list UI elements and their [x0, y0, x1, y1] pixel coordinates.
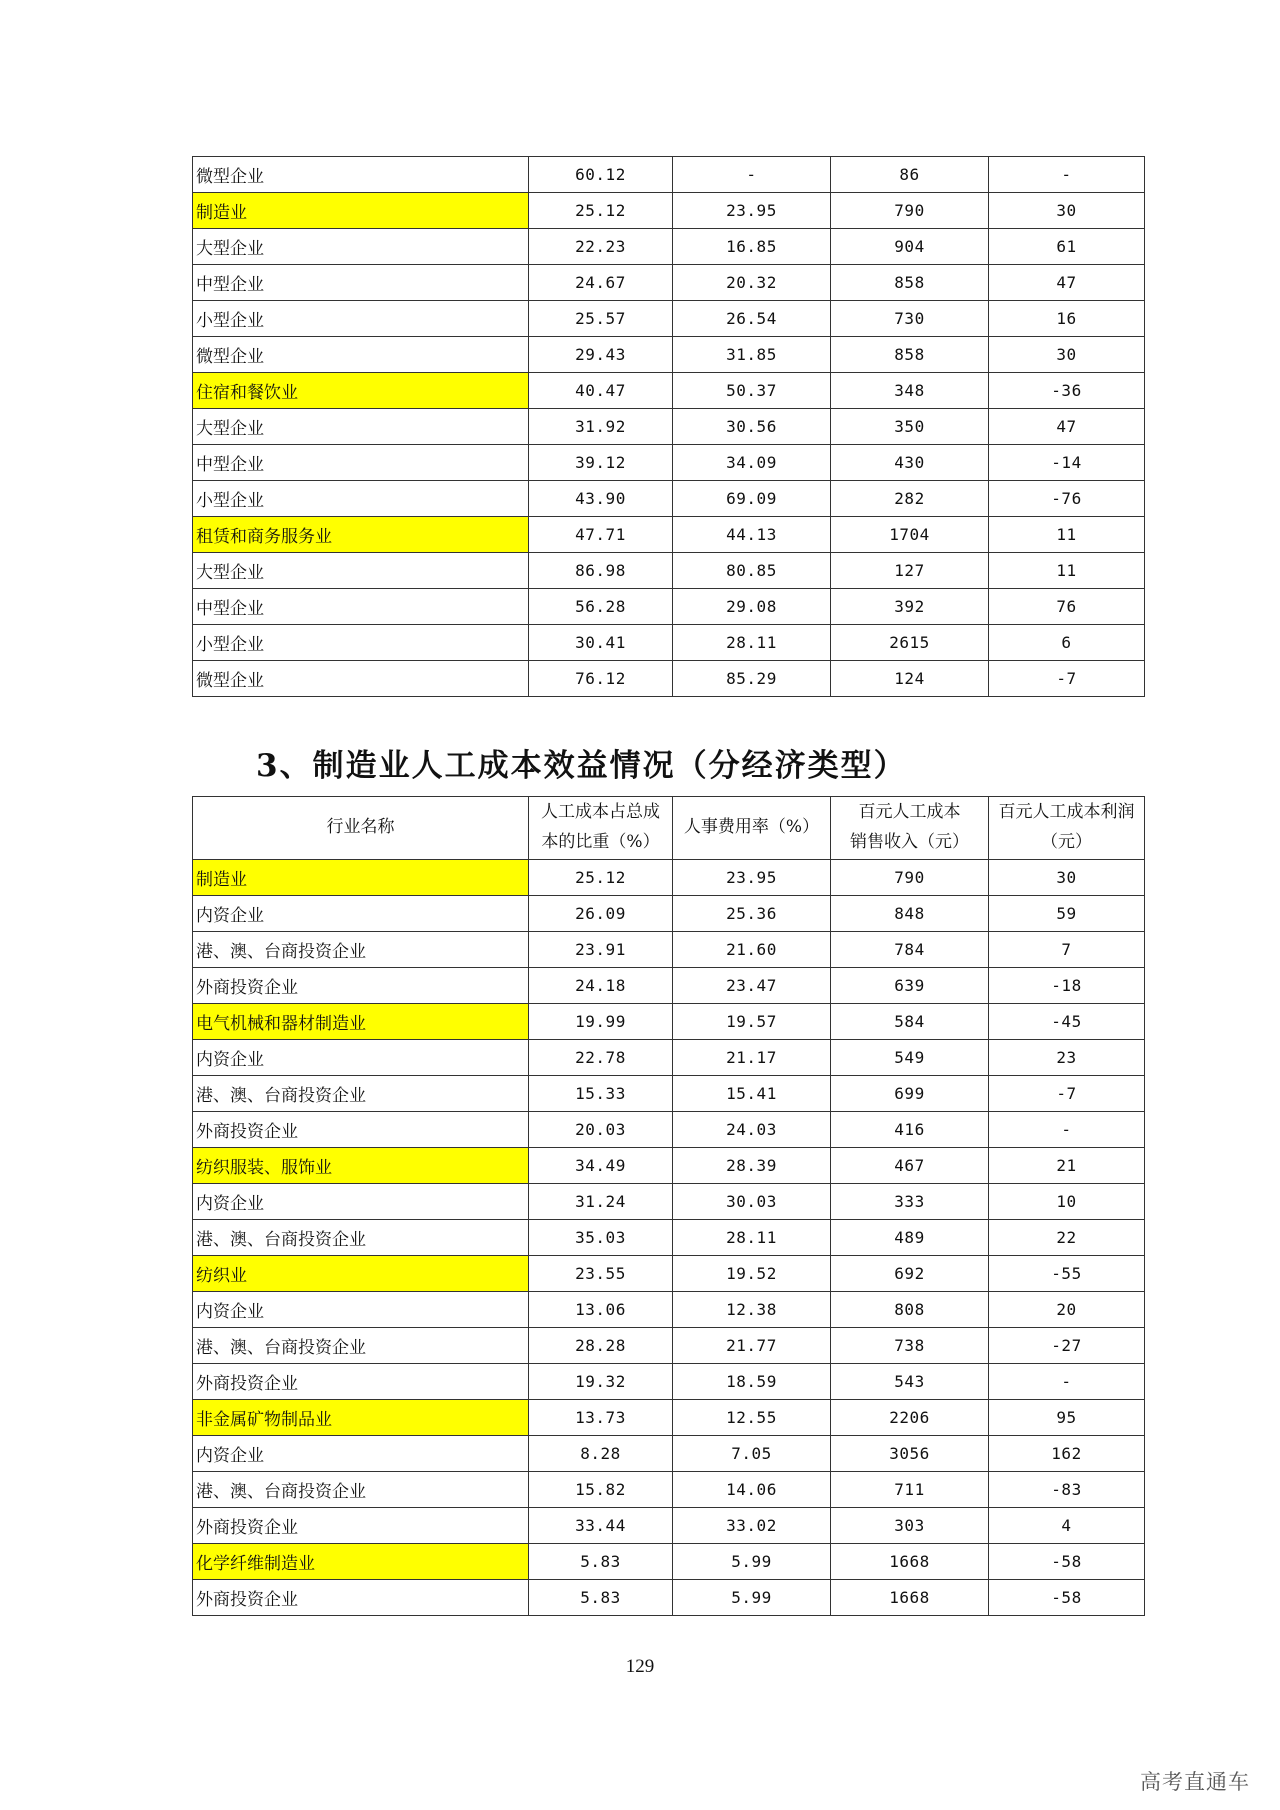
row-value-cell: 19.32: [529, 1364, 673, 1400]
row-name-cell: 大型企业: [193, 409, 529, 445]
row-value-cell: 44.13: [673, 517, 831, 553]
row-name-cell: 化学纤维制造业: [193, 1544, 529, 1580]
row-value-cell: 26.54: [673, 301, 831, 337]
row-value-cell: 22.78: [529, 1040, 673, 1076]
row-value-cell: 333: [831, 1184, 989, 1220]
row-value-cell: 33.44: [529, 1508, 673, 1544]
table-row: [193, 265, 1145, 301]
row-value-cell: 56.28: [529, 589, 673, 625]
table-row: [193, 301, 1145, 337]
row-value-cell: 20: [989, 1292, 1145, 1328]
row-value-cell: 29.08: [673, 589, 831, 625]
row-name-cell: 制造业: [193, 193, 529, 229]
row-value-cell: -: [989, 1112, 1145, 1148]
table-row: [193, 409, 1145, 445]
table-row: [193, 968, 1145, 1004]
row-value-cell: -: [989, 1364, 1145, 1400]
row-name-cell: 内资企业: [193, 896, 529, 932]
row-value-cell: 40.47: [529, 373, 673, 409]
row-value-cell: -14: [989, 445, 1145, 481]
row-value-cell: 790: [831, 860, 989, 896]
row-value-cell: 80.85: [673, 553, 831, 589]
table-row: [193, 1472, 1145, 1508]
row-value-cell: 20.32: [673, 265, 831, 301]
row-value-cell: 47: [989, 409, 1145, 445]
row-value-cell: 33.02: [673, 1508, 831, 1544]
row-value-cell: 15.41: [673, 1076, 831, 1112]
row-value-cell: 15.82: [529, 1472, 673, 1508]
row-name-cell: 中型企业: [193, 265, 529, 301]
row-value-cell: 858: [831, 337, 989, 373]
row-value-cell: 7: [989, 932, 1145, 968]
table-row: [193, 589, 1145, 625]
table-row: [193, 373, 1145, 409]
header-sales-per-100-labor-cost: [831, 797, 989, 860]
row-value-cell: 430: [831, 445, 989, 481]
row-value-cell: 28.11: [673, 625, 831, 661]
header-profit-per-100-labor-cost: [989, 797, 1145, 860]
row-value-cell: 30: [989, 337, 1145, 373]
row-value-cell: 124: [831, 661, 989, 697]
row-name-cell: 港、澳、台商投资企业: [193, 932, 529, 968]
row-value-cell: 467: [831, 1148, 989, 1184]
row-value-cell: 12.38: [673, 1292, 831, 1328]
row-value-cell: 15.33: [529, 1076, 673, 1112]
row-value-cell: 6: [989, 625, 1145, 661]
row-name-cell: 内资企业: [193, 1436, 529, 1472]
row-value-cell: 29.43: [529, 337, 673, 373]
section-title: 3、制造业人工成本效益情况（分经济类型）: [256, 748, 907, 784]
table-row: [193, 1436, 1145, 1472]
row-name-cell: 中型企业: [193, 589, 529, 625]
table-row: [193, 1184, 1145, 1220]
row-value-cell: 162: [989, 1436, 1145, 1472]
row-name-cell: 大型企业: [193, 553, 529, 589]
table-row: [193, 553, 1145, 589]
row-value-cell: 39.12: [529, 445, 673, 481]
row-value-cell: 808: [831, 1292, 989, 1328]
row-name-cell: 大型企业: [193, 229, 529, 265]
row-value-cell: 2615: [831, 625, 989, 661]
table-row: [193, 1112, 1145, 1148]
row-name-cell: 内资企业: [193, 1292, 529, 1328]
row-value-cell: 69.09: [673, 481, 831, 517]
row-value-cell: 904: [831, 229, 989, 265]
table-row: [193, 932, 1145, 968]
row-value-cell: 95: [989, 1400, 1145, 1436]
header-sales-line1: 百元人工成本: [858, 802, 961, 823]
row-value-cell: 5.99: [673, 1544, 831, 1580]
row-value-cell: 26.09: [529, 896, 673, 932]
row-value-cell: 21.17: [673, 1040, 831, 1076]
industry-size-table-body: [193, 157, 1145, 697]
row-value-cell: -7: [989, 1076, 1145, 1112]
row-value-cell: 584: [831, 1004, 989, 1040]
row-name-cell: 内资企业: [193, 1040, 529, 1076]
row-value-cell: 25.12: [529, 193, 673, 229]
row-value-cell: -45: [989, 1004, 1145, 1040]
row-value-cell: 23.55: [529, 1256, 673, 1292]
row-value-cell: 30.41: [529, 625, 673, 661]
table-row: [193, 1004, 1145, 1040]
table-header: [193, 797, 1145, 860]
table-row: [193, 229, 1145, 265]
row-value-cell: 47: [989, 265, 1145, 301]
row-value-cell: 4: [989, 1508, 1145, 1544]
row-value-cell: -: [673, 157, 831, 193]
row-value-cell: 47.71: [529, 517, 673, 553]
table-row: [193, 1040, 1145, 1076]
row-name-cell: 非金属矿物制品业: [193, 1400, 529, 1436]
row-value-cell: 127: [831, 553, 989, 589]
header-profit-line2: （元）: [1041, 832, 1092, 852]
row-value-cell: 31.85: [673, 337, 831, 373]
table-row: [193, 157, 1145, 193]
row-value-cell: 24.03: [673, 1112, 831, 1148]
row-value-cell: 14.06: [673, 1472, 831, 1508]
table-row: [193, 1220, 1145, 1256]
row-value-cell: 22.23: [529, 229, 673, 265]
row-value-cell: -18: [989, 968, 1145, 1004]
row-value-cell: 13.73: [529, 1400, 673, 1436]
table-row: [193, 1256, 1145, 1292]
row-name-cell: 外商投资企业: [193, 1364, 529, 1400]
row-value-cell: -7: [989, 661, 1145, 697]
row-name-cell: 港、澳、台商投资企业: [193, 1328, 529, 1364]
row-name-cell: 港、澳、台商投资企业: [193, 1220, 529, 1256]
row-value-cell: 10: [989, 1184, 1145, 1220]
row-value-cell: 76: [989, 589, 1145, 625]
row-value-cell: 5.83: [529, 1544, 673, 1580]
row-value-cell: 43.90: [529, 481, 673, 517]
row-name-cell: 内资企业: [193, 1184, 529, 1220]
row-value-cell: 790: [831, 193, 989, 229]
row-value-cell: 28.39: [673, 1148, 831, 1184]
row-name-cell: 电气机械和器材制造业: [193, 1004, 529, 1040]
header-labor-cost-share-line2: 本的比重（%）: [541, 832, 660, 852]
row-value-cell: 11: [989, 553, 1145, 589]
row-value-cell: -27: [989, 1328, 1145, 1364]
row-value-cell: 50.37: [673, 373, 831, 409]
row-value-cell: 303: [831, 1508, 989, 1544]
table-row: [193, 517, 1145, 553]
table-row: [193, 1148, 1145, 1184]
row-name-cell: 外商投资企业: [193, 1580, 529, 1616]
row-value-cell: 24.18: [529, 968, 673, 1004]
row-name-cell: 小型企业: [193, 301, 529, 337]
row-name-cell: 制造业: [193, 860, 529, 896]
row-value-cell: 7.05: [673, 1436, 831, 1472]
header-row: [193, 797, 1145, 860]
row-value-cell: 24.67: [529, 265, 673, 301]
row-value-cell: 13.06: [529, 1292, 673, 1328]
row-value-cell: 61: [989, 229, 1145, 265]
row-value-cell: 76.12: [529, 661, 673, 697]
row-value-cell: 282: [831, 481, 989, 517]
row-value-cell: 85.29: [673, 661, 831, 697]
row-name-cell: 住宿和餐饮业: [193, 373, 529, 409]
row-value-cell: 30.56: [673, 409, 831, 445]
header-sales-line2: 销售收入（元）: [850, 832, 969, 852]
table-row: [193, 1076, 1145, 1112]
row-value-cell: 31.24: [529, 1184, 673, 1220]
table-row: [193, 1580, 1145, 1616]
row-value-cell: 25.57: [529, 301, 673, 337]
row-value-cell: 348: [831, 373, 989, 409]
row-value-cell: 8.28: [529, 1436, 673, 1472]
row-name-cell: 微型企业: [193, 337, 529, 373]
table-row: [193, 1364, 1145, 1400]
row-name-cell: 微型企业: [193, 661, 529, 697]
row-value-cell: 738: [831, 1328, 989, 1364]
row-value-cell: 21.77: [673, 1328, 831, 1364]
header-industry-name: 行业名称: [193, 797, 529, 860]
row-value-cell: 12.55: [673, 1400, 831, 1436]
row-value-cell: 19.99: [529, 1004, 673, 1040]
table-row: [193, 481, 1145, 517]
header-profit-line1: 百元人工成本利润: [998, 802, 1135, 823]
header-personnel-expense-rate: 人事费用率（%）: [673, 797, 831, 860]
table-row: [193, 1400, 1145, 1436]
row-value-cell: 19.57: [673, 1004, 831, 1040]
row-value-cell: 392: [831, 589, 989, 625]
row-name-cell: 小型企业: [193, 481, 529, 517]
row-value-cell: 59: [989, 896, 1145, 932]
row-name-cell: 外商投资企业: [193, 968, 529, 1004]
industry-size-table: [192, 156, 1145, 697]
row-name-cell: 租赁和商务服务业: [193, 517, 529, 553]
row-value-cell: 23.91: [529, 932, 673, 968]
row-value-cell: 28.11: [673, 1220, 831, 1256]
row-value-cell: 3056: [831, 1436, 989, 1472]
row-value-cell: 30: [989, 860, 1145, 896]
row-value-cell: 5.99: [673, 1580, 831, 1616]
row-value-cell: 28.28: [529, 1328, 673, 1364]
table-row: [193, 1544, 1145, 1580]
table-row: [193, 896, 1145, 932]
row-value-cell: 543: [831, 1364, 989, 1400]
row-value-cell: -76: [989, 481, 1145, 517]
row-value-cell: 730: [831, 301, 989, 337]
row-value-cell: 711: [831, 1472, 989, 1508]
row-name-cell: 小型企业: [193, 625, 529, 661]
watermark: 高考直通车: [1140, 1770, 1250, 1794]
row-value-cell: 2206: [831, 1400, 989, 1436]
row-value-cell: 858: [831, 265, 989, 301]
row-value-cell: 35.03: [529, 1220, 673, 1256]
table-row: [193, 337, 1145, 373]
manufacturing-economic-type-table: [192, 796, 1145, 1616]
row-value-cell: 22: [989, 1220, 1145, 1256]
row-value-cell: 20.03: [529, 1112, 673, 1148]
row-value-cell: 16: [989, 301, 1145, 337]
row-value-cell: -55: [989, 1256, 1145, 1292]
row-value-cell: -58: [989, 1544, 1145, 1580]
table-row: [193, 1292, 1145, 1328]
row-value-cell: 11: [989, 517, 1145, 553]
row-value-cell: 86.98: [529, 553, 673, 589]
header-labor-cost-share-line1: 人工成本占总成: [541, 802, 660, 823]
row-name-cell: 纺织服装、服饰业: [193, 1148, 529, 1184]
row-value-cell: 549: [831, 1040, 989, 1076]
row-value-cell: 23.95: [673, 193, 831, 229]
row-value-cell: 416: [831, 1112, 989, 1148]
row-value-cell: 86: [831, 157, 989, 193]
table-row: [193, 661, 1145, 697]
row-value-cell: 30: [989, 193, 1145, 229]
row-value-cell: 699: [831, 1076, 989, 1112]
row-value-cell: 34.09: [673, 445, 831, 481]
row-value-cell: 23.95: [673, 860, 831, 896]
row-value-cell: 60.12: [529, 157, 673, 193]
row-name-cell: 中型企业: [193, 445, 529, 481]
row-value-cell: 31.92: [529, 409, 673, 445]
row-value-cell: 1668: [831, 1580, 989, 1616]
row-value-cell: 23.47: [673, 968, 831, 1004]
row-name-cell: 纺织业: [193, 1256, 529, 1292]
row-value-cell: 21: [989, 1148, 1145, 1184]
header-labor-cost-share: [529, 797, 673, 860]
table-row: [193, 860, 1145, 896]
row-value-cell: 16.85: [673, 229, 831, 265]
row-value-cell: 489: [831, 1220, 989, 1256]
row-name-cell: 港、澳、台商投资企业: [193, 1472, 529, 1508]
row-value-cell: -83: [989, 1472, 1145, 1508]
row-value-cell: 1704: [831, 517, 989, 553]
row-value-cell: 25.36: [673, 896, 831, 932]
table-row: [193, 193, 1145, 229]
table-row: [193, 445, 1145, 481]
row-value-cell: 25.12: [529, 860, 673, 896]
row-value-cell: 784: [831, 932, 989, 968]
manufacturing-economic-type-table-body: [193, 860, 1145, 1616]
row-value-cell: 19.52: [673, 1256, 831, 1292]
table-row: [193, 625, 1145, 661]
table-row: [193, 1508, 1145, 1544]
row-value-cell: 1668: [831, 1544, 989, 1580]
row-value-cell: -: [989, 157, 1145, 193]
row-value-cell: 30.03: [673, 1184, 831, 1220]
row-name-cell: 微型企业: [193, 157, 529, 193]
row-name-cell: 外商投资企业: [193, 1508, 529, 1544]
row-value-cell: 692: [831, 1256, 989, 1292]
row-value-cell: 21.60: [673, 932, 831, 968]
row-value-cell: 23: [989, 1040, 1145, 1076]
row-value-cell: 34.49: [529, 1148, 673, 1184]
row-value-cell: 639: [831, 968, 989, 1004]
row-value-cell: -36: [989, 373, 1145, 409]
row-value-cell: 848: [831, 896, 989, 932]
table-row: [193, 1328, 1145, 1364]
row-name-cell: 外商投资企业: [193, 1112, 529, 1148]
row-value-cell: 350: [831, 409, 989, 445]
row-name-cell: 港、澳、台商投资企业: [193, 1076, 529, 1112]
row-value-cell: 5.83: [529, 1580, 673, 1616]
row-value-cell: -58: [989, 1580, 1145, 1616]
row-value-cell: 18.59: [673, 1364, 831, 1400]
page-number: 129: [625, 1656, 655, 1677]
